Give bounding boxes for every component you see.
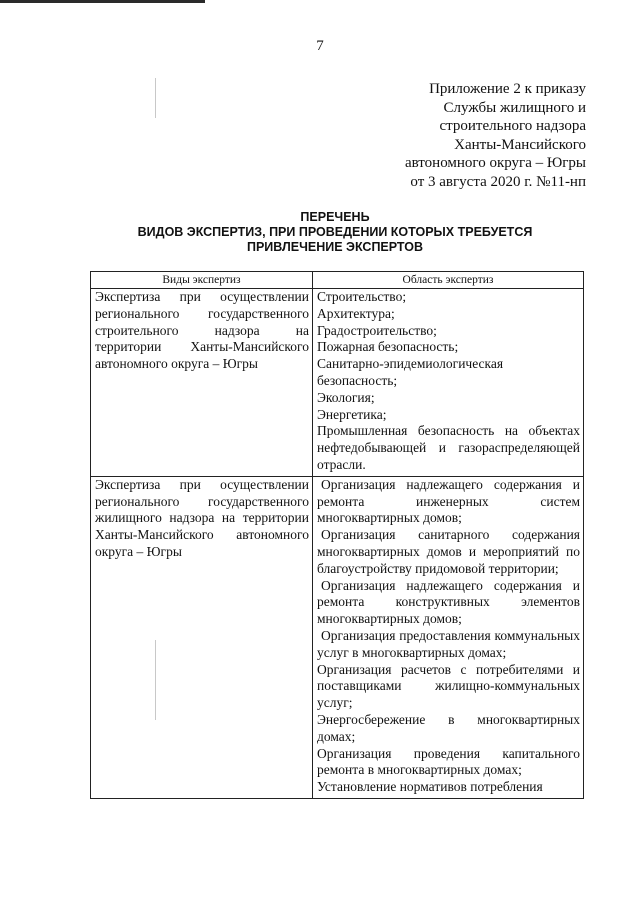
title-line: ПРИВЛЕЧЕНИЕ ЭКСПЕРТОВ [246,240,424,255]
appendix-line: от 3 августа 2020 г. №11-нп [410,173,586,190]
expertise-table [90,271,584,799]
header-expertise-areas: Область экспертиз [313,272,584,289]
table-row [91,289,584,477]
appendix-line: автономного округа – Югры [404,155,586,172]
area-item: Градостроительство; [317,322,437,338]
title-line: ПЕРЕЧЕНЬ [300,210,370,224]
header-expertise-kinds: Виды экспертиз [91,272,313,289]
area-item: Организация санитарного содержания многоквартирных домов и мероприятий по благоустройству придомовой территории; [317,527,580,576]
area-item: Организация расчетов с потребителями и поставщиками жилищно-коммунальных услуг; [317,661,580,711]
page-number: 7 [316,38,324,54]
table-header-row [91,272,584,289]
area-item: Организация проведения капитального ремонта в многоквартирных домах; [317,745,580,778]
expertise-area-cell [313,289,584,477]
area-item: Экология; [317,389,375,405]
title-line: ВИДОВ ЭКСПЕРТИЗ, ПРИ ПРОВЕДЕНИИ КОТОРЫХ ТРЕБУЕТСЯ [137,225,533,240]
expertise-kind-cell: Экспертиза при осуществлении регионального государственного жилищного надзора на территории Ханты-Мансийского автономного округа – Югры [91,476,313,798]
area-item: Строительство; [317,289,407,304]
area-item: Организация надлежащего содержания и ремонта инженерных систем многоквартирных домов; [317,476,580,526]
area-item: Организация предоставления коммунальных услуг в многоквартирных домах; [317,627,580,660]
area-item: Энергетика; [317,406,387,422]
area-item: Энергосбережение в многоквартирных домах; [317,711,580,744]
appendix-line: строительного надзора [439,118,586,135]
expertise-area-cell [313,476,584,798]
area-item: Промышленная безопасность на объектах нефтедобывающей и газораспределяющей отрасли. [317,423,580,472]
scan-edge-mark [0,0,205,3]
area-item: Санитарно-эпидемиологическая безопасность; [317,356,504,388]
scan-margin-mark [155,78,156,118]
table-row [91,476,584,798]
document-title [90,210,580,256]
appendix-reference [405,80,586,192]
appendix-line: Ханты-Мансийского [454,136,586,153]
area-item: Организация надлежащего содержания и ремонта конструктивных элементов многоквартирных домов; [317,577,580,627]
expertise-kind-cell: Экспертиза при осуществлении регионального государственного строительного надзора на территории Ханты-Мансийского автономного округа – Югры [91,289,313,477]
appendix-line: Приложение 2 к приказу [429,81,586,97]
area-item: Пожарная безопасность; [317,339,459,355]
appendix-line: Службы жилищного и [443,99,586,116]
area-item: Архитектура; [317,305,395,321]
area-item: Установление нормативов потребления [317,779,543,795]
